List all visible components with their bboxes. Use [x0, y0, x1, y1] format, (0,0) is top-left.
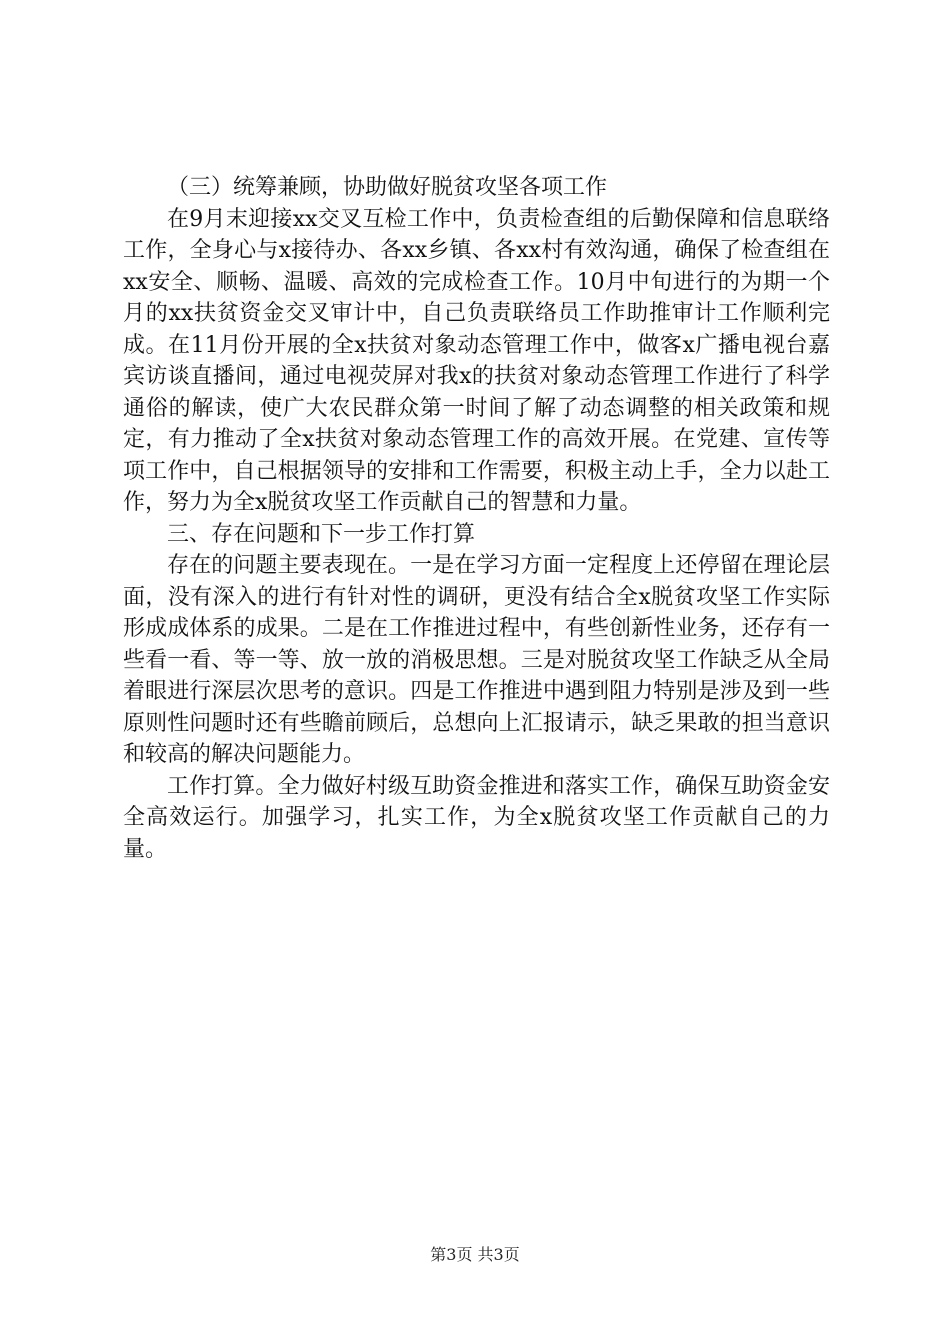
paragraph-work-plan: 工作打算。全力做好村级互助资金推进和落实工作，确保互助资金安全高效运行。加强学习，扎实工作，为全x脱贫攻坚工作贡献自己的力量。 — [123, 773, 830, 862]
sub-section-heading: （三）统筹兼顾，协助做好脱贫攻坚各项工作 — [167, 175, 608, 200]
paragraph-assist-work: 在9月末迎接xx交叉互检工作中，负责检查组的后勤保障和信息联络工作，全身心与x接待办、各xx乡镇、各xx村有效沟通，确保了检查组在xx安全、顺畅、温暖、高效的完成检查工作。10月中旬进行的为期一个月的xx扶贫资金交叉审计中，自己负责联络员工作助推审计工作顺利完成。在11月份开展的全x扶贫对象动态管理工作中，做客x广播电视台嘉宾访谈直播间，通过电视荧屏对我x的扶贫对象动态管理工作进行了科学通俗的解读，使广大农民群众第一时间了解了动态调整的相关政策和规定，有力推动了全x扶贫对象动态管理工作的高效开展。在党建、宣传等项工作中，自己根据领导的安排和工作需要，积极主动上手，全力以赴工作，努力为全x脱贫攻坚工作贡献自己的智慧和力量。 — [123, 206, 830, 515]
paragraph-problems: 存在的问题主要表现在。一是在学习方面一定程度上还停留在理论层面，没有深入的进行有针对性的调研，更没有结合全x脱贫攻坚工作实际形成成体系的成果。二是在工作推进过程中，有些创新性业务，还存有一些看一看、等一等、放一放的消极思想。三是对脱贫攻坚工作缺乏从全局着眼进行深层次思考的意识。四是工作推进中遇到阻力特别是涉及到一些原则性问题时还有些瞻前顾后，总想向上汇报请示，缺乏果敢的担当意识和较高的解决问题能力。 — [123, 553, 830, 767]
section-heading-problems-plans: 三、存在问题和下一步工作打算 — [167, 521, 476, 547]
document-body — [123, 172, 830, 865]
page-number-footer: 第3页 共3页 — [430, 1245, 520, 1264]
